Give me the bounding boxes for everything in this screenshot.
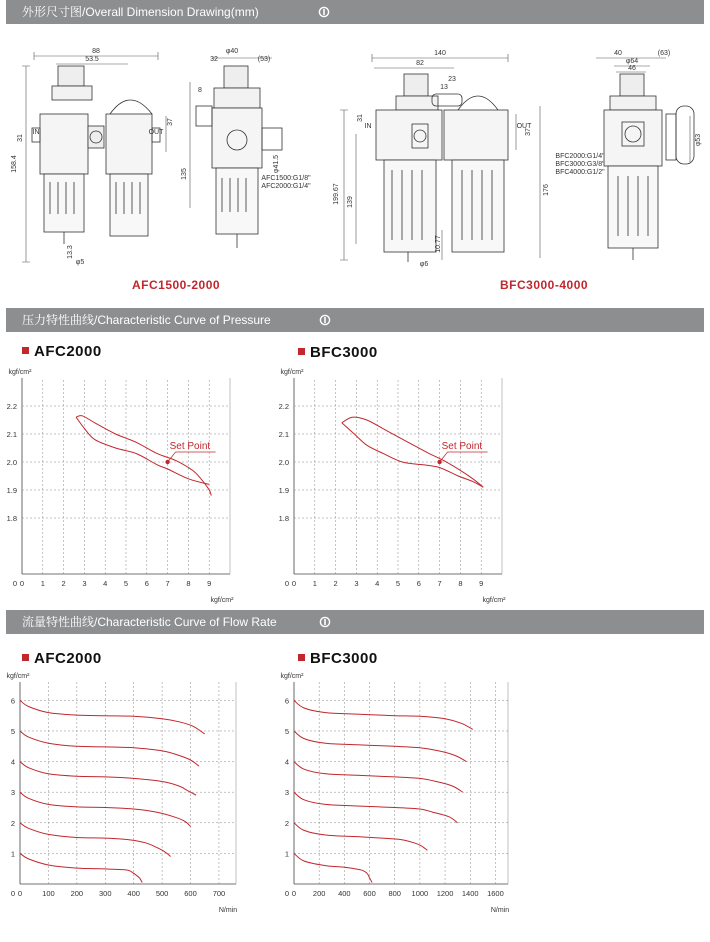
label-bfc-in: IN bbox=[364, 123, 372, 130]
dim-afc-31: 31 bbox=[17, 134, 24, 142]
x-tick-label: 0 bbox=[291, 579, 297, 588]
y-tick-label: 2.0 bbox=[278, 458, 289, 467]
dim-bfc-phi53: φ53 bbox=[695, 133, 702, 147]
x-axis-label: N/min bbox=[218, 907, 238, 914]
x-tick-label: 7 bbox=[437, 579, 442, 588]
origin-label: 0 bbox=[284, 579, 289, 588]
x-tick-label: 2 bbox=[333, 579, 338, 588]
chart-title-text: BFC3000 bbox=[310, 650, 378, 667]
dim-bfc-37: 37 bbox=[525, 128, 532, 136]
note-bfc3000: BFC3000:G3/8" bbox=[555, 161, 605, 168]
y-tick-label: 2.2 bbox=[278, 402, 289, 411]
y-tick-label: 2.0 bbox=[6, 458, 17, 467]
x-tick-label: 2 bbox=[61, 579, 66, 588]
afc-front-view bbox=[32, 66, 160, 244]
x-tick-label: 800 bbox=[388, 889, 401, 898]
section-bar-dimension bbox=[6, 0, 704, 24]
x-tick-label: 9 bbox=[207, 579, 212, 588]
x-tick-label: 0 bbox=[19, 579, 25, 588]
chart-title-text: BFC3000 bbox=[310, 344, 378, 361]
dim-bfc-46: 46 bbox=[628, 65, 636, 72]
origin-label: 0 bbox=[10, 889, 15, 898]
dim-bfc-height: 199.67 bbox=[333, 183, 340, 205]
y-tick-label: 1.8 bbox=[278, 514, 289, 523]
set-point-leader bbox=[168, 452, 176, 462]
y-tick-label: 2.1 bbox=[6, 430, 17, 439]
dim-bfc-82: 82 bbox=[416, 60, 424, 67]
dim-afc-37: 37 bbox=[167, 118, 174, 126]
section-bar-flow bbox=[6, 610, 704, 634]
dim-afc-phi40: φ40 bbox=[225, 48, 239, 55]
y-axis-label: kgf/cm² bbox=[280, 673, 304, 680]
x-tick-label: 9 bbox=[479, 579, 484, 588]
note-bfc2000: BFC2000:G1/4" bbox=[555, 153, 605, 160]
series-line-1 bbox=[294, 700, 473, 729]
y-tick-label: 4 bbox=[284, 757, 289, 767]
y-axis-label: kgf/cm² bbox=[6, 673, 30, 680]
y-axis-label: kgf/cm² bbox=[8, 369, 32, 376]
series-line-1 bbox=[76, 416, 211, 496]
arrow-icon bbox=[318, 6, 330, 18]
x-tick-label: 600 bbox=[184, 889, 197, 898]
chart-title-text: AFC2000 bbox=[34, 650, 102, 667]
section-title-pressure: 压力特性曲线/Characteristic Curve of Pressure bbox=[22, 313, 271, 327]
chart-title-pressure-afc bbox=[22, 343, 102, 360]
dim-afc-32: 32 bbox=[210, 56, 218, 63]
arrow-icon bbox=[319, 616, 331, 628]
series-line-1 bbox=[20, 700, 205, 734]
dim-afc-53: 53.5 bbox=[85, 56, 99, 63]
model-label-bfc: BFC3000-4000 bbox=[500, 278, 589, 292]
dim-bfc-40: 40 bbox=[614, 50, 622, 57]
x-tick-label: 1400 bbox=[461, 889, 479, 898]
chart-title-pressure-bfc bbox=[298, 344, 378, 361]
y-tick-label: 2.2 bbox=[6, 402, 17, 411]
label-afc-out: OUT bbox=[148, 129, 164, 136]
dim-bfc-phi6: φ6 bbox=[419, 261, 429, 268]
chart-title-text: AFC2000 bbox=[34, 343, 102, 360]
x-tick-label: 500 bbox=[155, 889, 169, 898]
y-tick-label: 2 bbox=[284, 818, 289, 828]
dim-bfc-31: 31 bbox=[357, 114, 364, 122]
flow-chart-afc2000 bbox=[0, 668, 250, 914]
x-tick-label: 3 bbox=[82, 579, 87, 588]
dim-bfc-23: 23 bbox=[448, 76, 456, 83]
dim-afc-13: 13.3 bbox=[67, 245, 74, 259]
dim-bfc-176: 176 bbox=[543, 184, 550, 196]
x-tick-label: 1 bbox=[312, 579, 317, 588]
dim-bfc-63: (63) bbox=[657, 50, 671, 57]
x-axis-label: kgf/cm² bbox=[482, 597, 506, 604]
x-axis-label: N/min bbox=[490, 907, 510, 914]
label-bfc-out: OUT bbox=[516, 123, 532, 130]
dim-bfc-139: 139 bbox=[347, 196, 354, 208]
note-afc1500: AFC1500:G1/8" bbox=[261, 175, 311, 182]
x-tick-label: 300 bbox=[99, 889, 112, 898]
x-tick-label: 1600 bbox=[487, 889, 504, 898]
x-tick-label: 100 bbox=[42, 889, 55, 898]
bfc-side-view bbox=[604, 74, 694, 260]
pressure-chart-bfc3000 bbox=[276, 362, 526, 604]
x-tick-label: 6 bbox=[144, 579, 149, 588]
origin-label: 0 bbox=[284, 889, 289, 898]
y-tick-label: 4 bbox=[10, 757, 15, 767]
dim-bfc-13: 13 bbox=[440, 84, 448, 91]
model-label-afc: AFC1500-2000 bbox=[132, 278, 221, 292]
chart-title-flow-afc bbox=[22, 650, 102, 667]
dim-afc-phi41: φ41.5 bbox=[273, 154, 280, 174]
set-point-label: Set Point bbox=[441, 441, 483, 452]
series-line-2 bbox=[342, 423, 484, 487]
y-tick-label: 6 bbox=[284, 696, 289, 706]
x-tick-label: 1200 bbox=[436, 889, 454, 898]
afc-side-view bbox=[196, 66, 282, 248]
x-tick-label: 5 bbox=[395, 579, 401, 588]
x-tick-label: 400 bbox=[338, 889, 351, 898]
y-tick-label: 2.1 bbox=[278, 430, 289, 439]
set-point-label: Set Point bbox=[169, 441, 211, 452]
series-line-6 bbox=[294, 853, 372, 882]
series-line-4 bbox=[294, 792, 458, 823]
flow-chart-bfc3000 bbox=[276, 668, 526, 914]
dim-bfc-10: 10.77 bbox=[435, 235, 442, 253]
series-line-5 bbox=[20, 823, 171, 857]
section-title-dimension: 外形尺寸图/Overall Dimension Drawing(mm) bbox=[22, 5, 259, 19]
x-tick-label: 5 bbox=[123, 579, 129, 588]
x-tick-label: 1 bbox=[40, 579, 45, 588]
y-tick-label: 1.9 bbox=[6, 486, 17, 495]
bullet-square bbox=[298, 348, 305, 355]
x-axis-label: kgf/cm² bbox=[210, 597, 234, 604]
bullet-square bbox=[22, 347, 29, 354]
dim-afc-phi5: φ5 bbox=[75, 259, 85, 266]
bullet-square bbox=[22, 654, 29, 661]
label-afc-in: IN bbox=[32, 129, 40, 136]
x-tick-label: 400 bbox=[127, 889, 140, 898]
series-line-4 bbox=[20, 792, 191, 826]
x-tick-label: 1000 bbox=[411, 889, 429, 898]
series-line-6 bbox=[20, 853, 142, 882]
bullet-square bbox=[298, 654, 305, 661]
y-tick-label: 5 bbox=[10, 726, 15, 736]
y-tick-label: 5 bbox=[284, 726, 289, 736]
x-tick-label: 200 bbox=[312, 889, 326, 898]
x-tick-label: 7 bbox=[165, 579, 170, 588]
y-tick-label: 3 bbox=[284, 788, 289, 798]
dim-bfc-width: 140 bbox=[434, 50, 446, 57]
y-axis-label: kgf/cm² bbox=[280, 369, 304, 376]
x-tick-label: 8 bbox=[458, 579, 463, 588]
dim-afc-height: 158.4 bbox=[11, 155, 18, 173]
section-bar-pressure bbox=[6, 308, 704, 332]
arrow-icon bbox=[319, 314, 331, 326]
series-line-2 bbox=[20, 731, 199, 766]
section-title-flow: 流量特性曲线/Characteristic Curve of Flow Rate bbox=[22, 615, 277, 629]
x-tick-label: 8 bbox=[186, 579, 191, 588]
dim-afc-135: 135 bbox=[181, 168, 188, 180]
x-tick-label: 600 bbox=[363, 889, 376, 898]
pressure-chart-afc2000 bbox=[0, 362, 250, 604]
dim-afc-53b: (53) bbox=[257, 56, 271, 63]
y-tick-label: 1 bbox=[10, 849, 15, 859]
chart-title-flow-bfc bbox=[298, 650, 378, 667]
x-tick-label: 4 bbox=[103, 579, 108, 588]
series-line-5 bbox=[294, 823, 427, 851]
y-tick-label: 6 bbox=[10, 696, 15, 706]
series-line-3 bbox=[20, 762, 196, 796]
x-tick-label: 4 bbox=[375, 579, 380, 588]
y-tick-label: 1 bbox=[284, 849, 289, 859]
x-tick-label: 3 bbox=[354, 579, 359, 588]
x-tick-label: 0 bbox=[291, 889, 297, 898]
origin-label: 0 bbox=[12, 579, 17, 588]
note-afc2000: AFC2000:G1/4" bbox=[261, 183, 311, 190]
dim-bfc-phi64: φ64 bbox=[625, 58, 639, 65]
x-tick-label: 6 bbox=[416, 579, 421, 588]
y-tick-label: 1.8 bbox=[6, 514, 17, 523]
series-line-2 bbox=[294, 731, 467, 762]
y-tick-label: 1.9 bbox=[278, 486, 289, 495]
dimension-drawings bbox=[0, 24, 710, 308]
y-tick-label: 2 bbox=[10, 818, 15, 828]
dim-afc-width: 88 bbox=[92, 48, 100, 55]
x-tick-label: 200 bbox=[70, 889, 84, 898]
x-tick-label: 700 bbox=[212, 889, 226, 898]
note-bfc4000: BFC4000:G1/2" bbox=[555, 169, 605, 176]
x-tick-label: 0 bbox=[17, 889, 23, 898]
y-tick-label: 3 bbox=[10, 788, 15, 798]
dim-afc-8: 8 bbox=[198, 87, 202, 94]
